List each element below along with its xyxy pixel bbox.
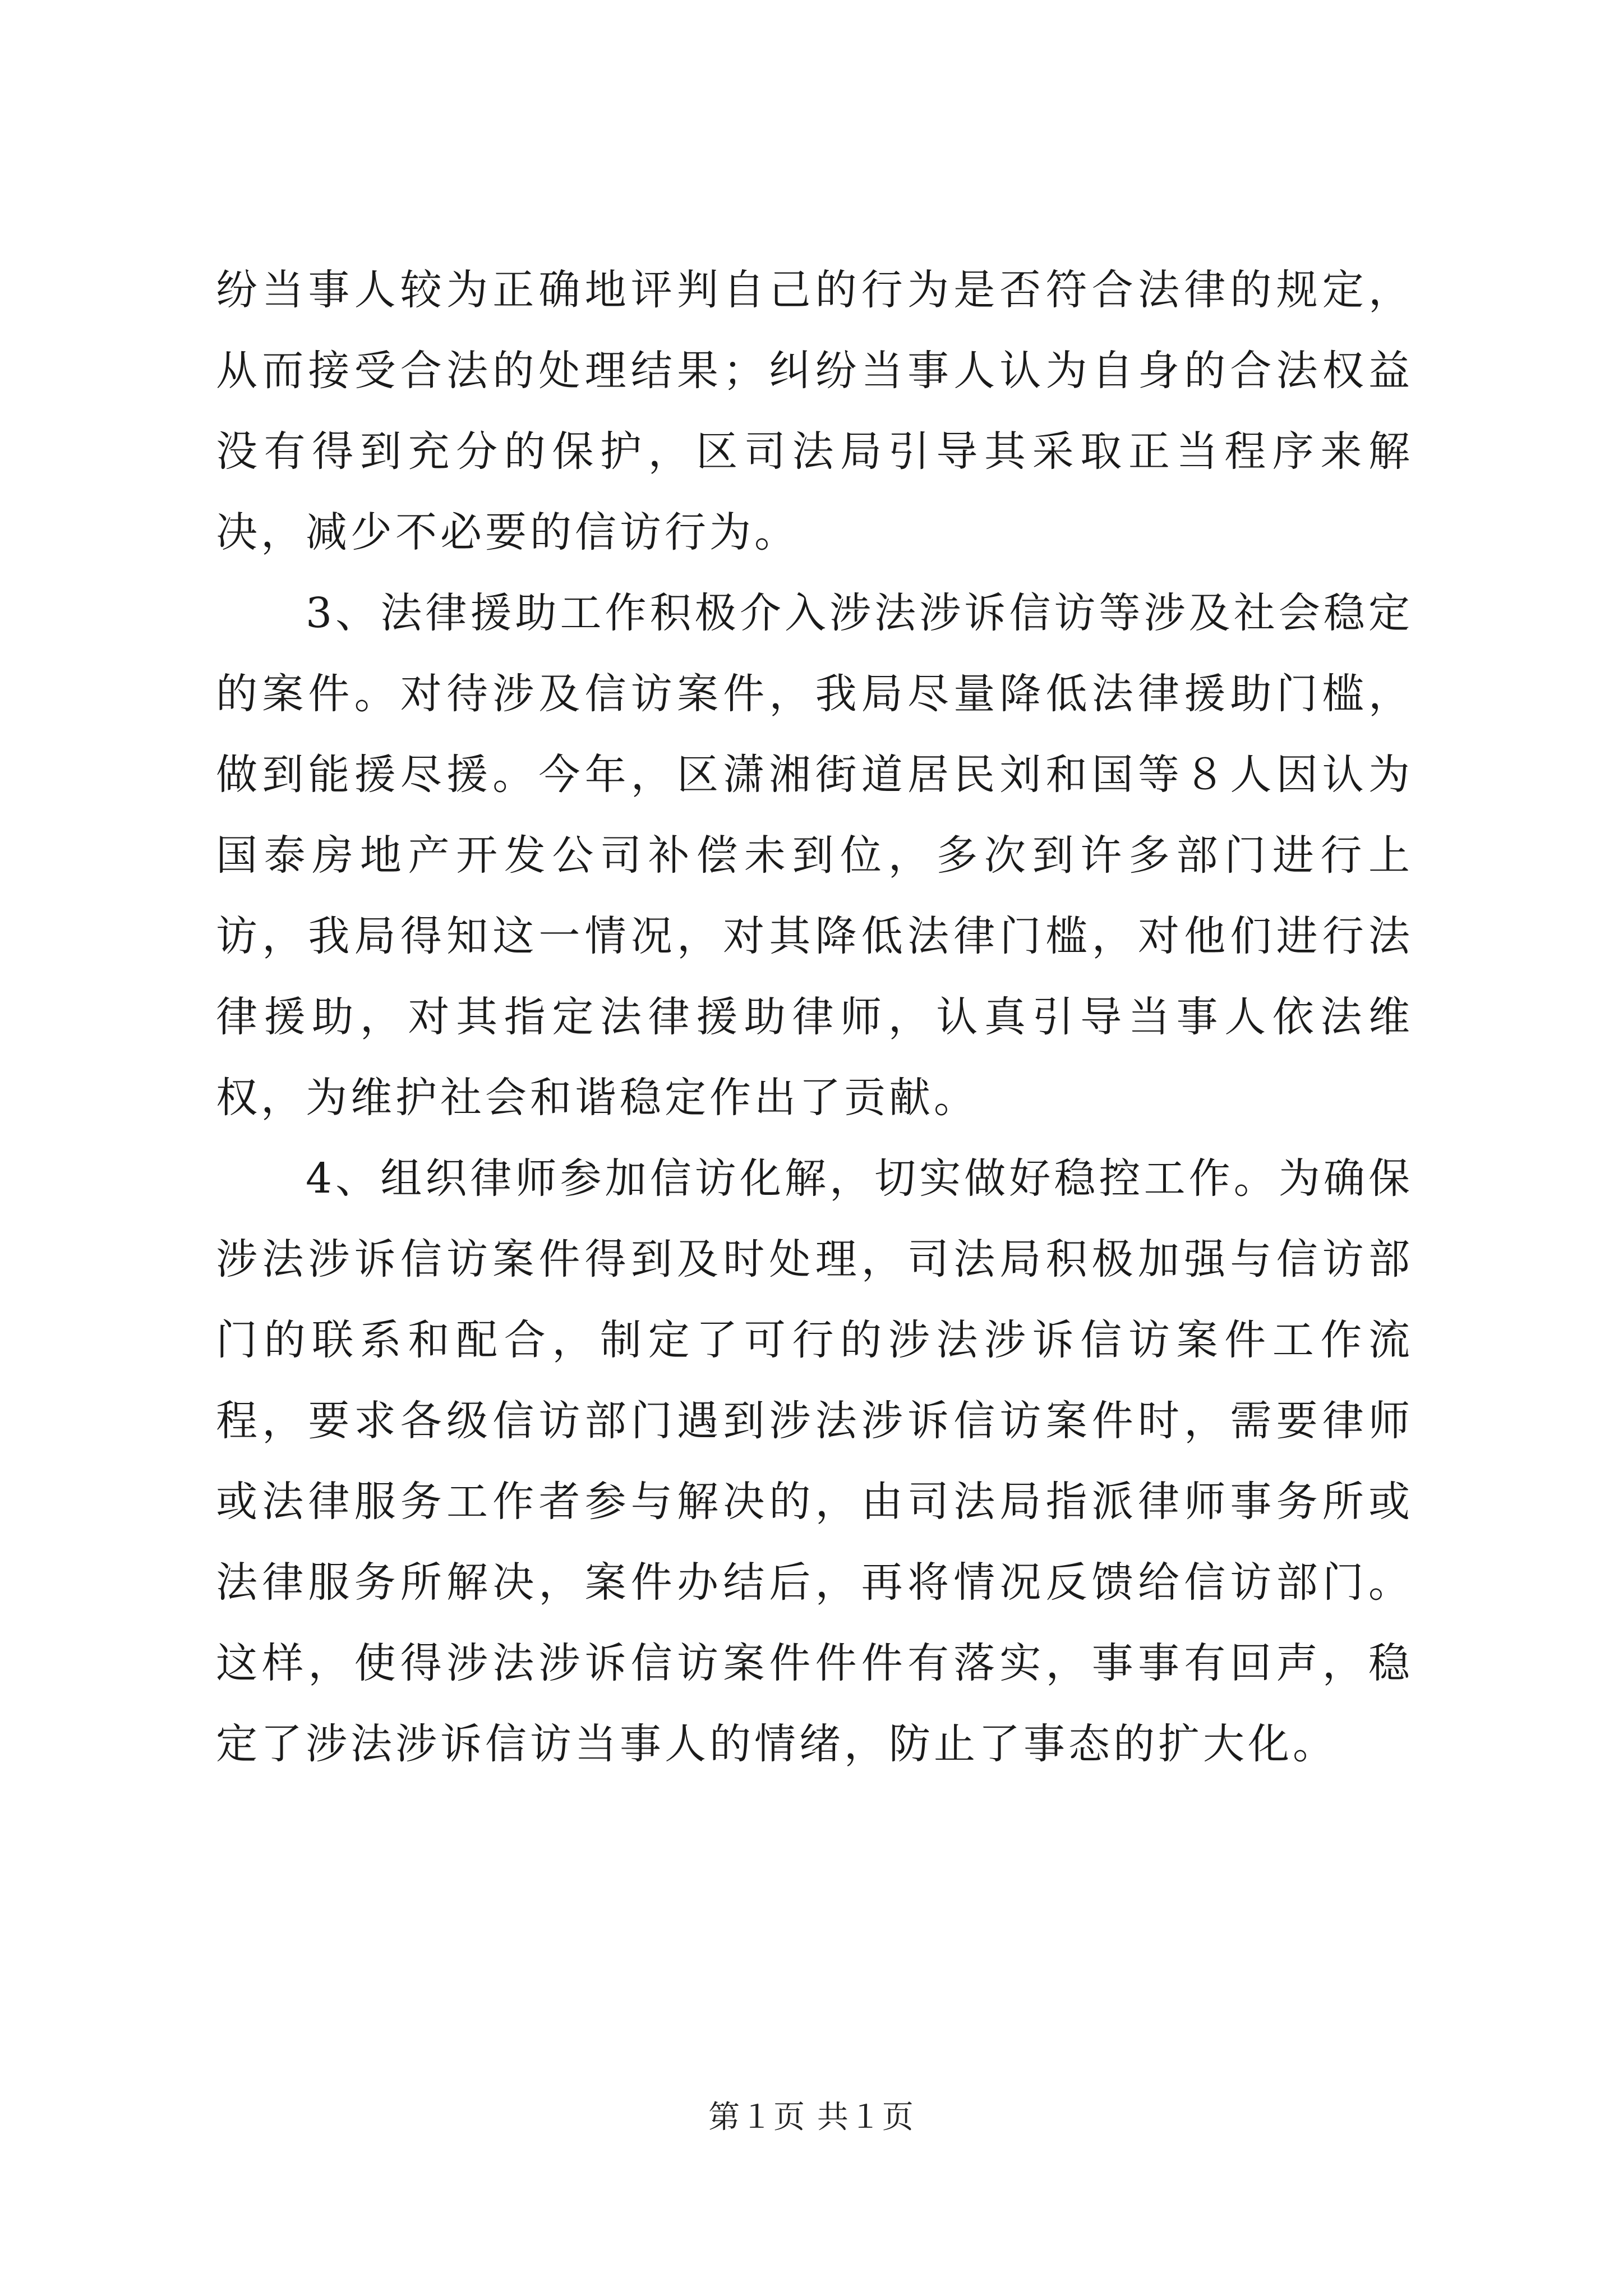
paragraph-legal-aid: 3、法律援助工作积极介入涉法涉诉信访等涉及社会稳定的案件。对待涉及信访案件，我局尽量降低法律援助门槛，做到能援尽援。今年，区潇湘街道居民刘和国等８人因认为国泰房地产开发公司补偿未到位，多次到许多部门进行上访，我局得知这一情况，对其降低法律门槛，对他们进行法律援助，对其指定法律援助律师，认真引导当事人依法维权，为维护社会和谐稳定作出了贡献。 bbox=[216, 589, 1413, 1122]
paragraph-lawyer-petition: 4、组织律师参加信访化解，切实做好稳控工作。为确保涉法涉诉信访案件得到及时处理，司法局积极加强与信访部门的联系和配合，制定了可行的涉法涉诉信访案件工作流程，要求各级信访部门遇到涉法涉诉信访案件时，需要律师或法律服务工作者参与解决的，由司法局指派律师事务所或法律服务所解决，案件办结后，再将情况反馈给信访部门。这样，使得涉法涉诉信访案件件件有落实，事事有回声，稳定了涉法涉诉信访当事人的情绪，防止了事态的扩大化。 bbox=[216, 1154, 1413, 1768]
paragraph-continuation: 纷当事人较为正确地评判自己的行为是否符合法律的规定，从而接受合法的处理结果；纠纷当事人认为自身的合法权益没有得到充分的保护，区司法局引导其采取正当程序来解决，减少不必要的信访行为。 bbox=[216, 266, 1413, 556]
document-body bbox=[216, 250, 1413, 1784]
page-number-footer: 第１页 共１页 bbox=[708, 2099, 915, 2136]
